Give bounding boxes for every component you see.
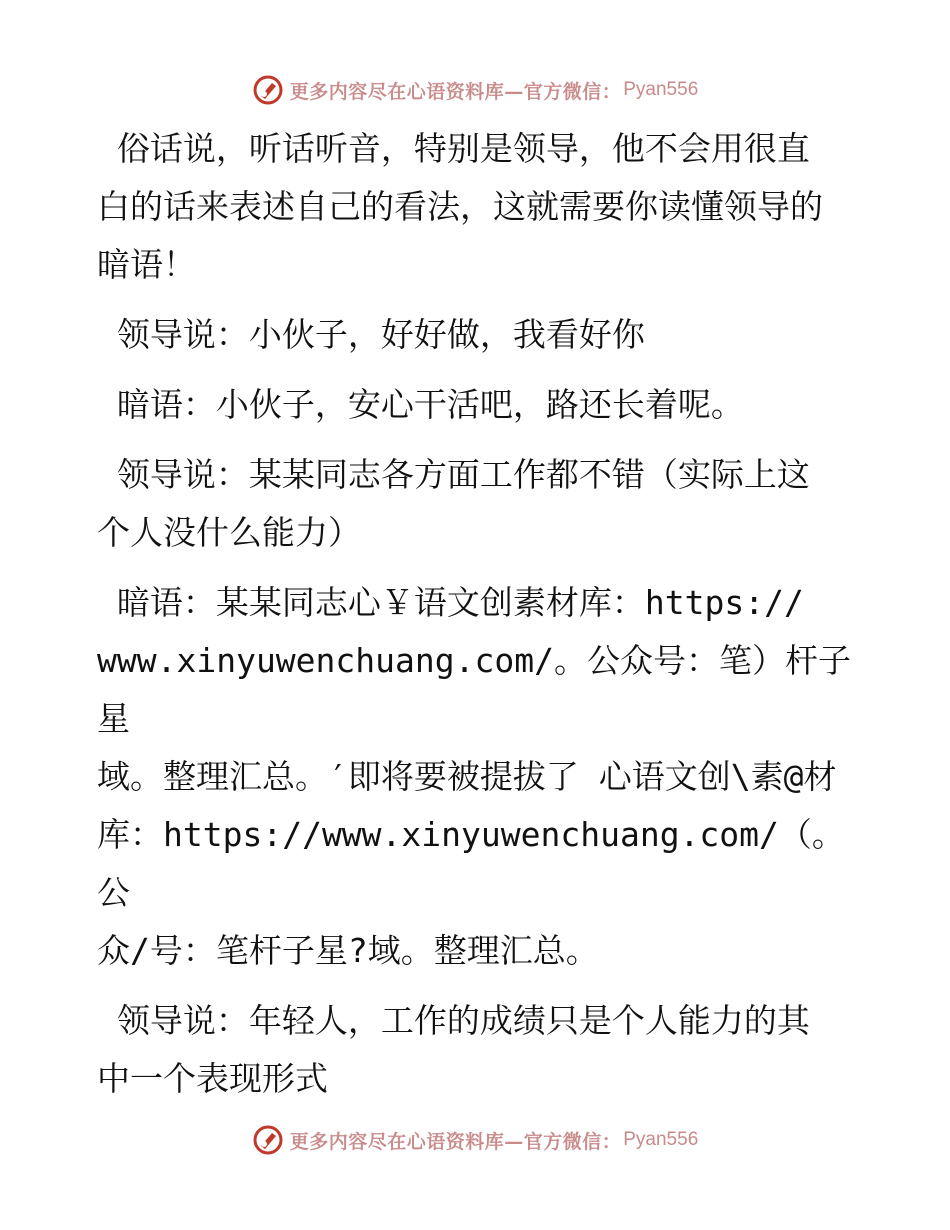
paragraph-hint-2: 暗语：某某同志心￥语文创素材库：https:// www.xinyuwenchuang.com/。公众号：笔）杆子星 域。整理汇总。′即将要被提拔了 心语文创\素@材 库：https://www.xinyuwenchuang.com/（。公 众/号：笔杆子星?域。整理汇总。 — [97, 583, 851, 970]
footer-banner — [0, 1120, 950, 1160]
header-banner — [0, 70, 950, 110]
red-circle-pen-logo-icon — [252, 74, 284, 106]
document-body — [97, 120, 857, 1120]
footer-banner-text: 更多内容尽在心语资料库—官方微信： — [289, 1130, 622, 1153]
header-banner-text: 更多内容尽在心语资料库—官方微信： — [289, 80, 622, 103]
red-circle-pen-logo-icon — [252, 1124, 284, 1156]
paragraph-leader-says-1: 领导说：小伙子，好好做，我看好你 — [97, 315, 645, 354]
footer-banner-id: Pyan556 — [623, 1129, 699, 1150]
header-banner-id: Pyan556 — [623, 79, 699, 100]
paragraph-leader-says-3: 领导说：年轻人，工作的成绩只是个人能力的其 中一个表现形式 — [97, 1001, 810, 1098]
paragraph-leader-says-2: 领导说：某某同志各方面工作都不错（实际上这 个人没什么能力） — [97, 455, 810, 552]
paragraph-intro: 俗话说，听话听音，特别是领导，他不会用很直 白的话来表述自己的看法，这就需要你读懂领导的 暗语！ — [97, 129, 823, 284]
paragraph-hint-1: 暗语：小伙子，安心干活吧，路还长着呢。 — [97, 385, 744, 424]
